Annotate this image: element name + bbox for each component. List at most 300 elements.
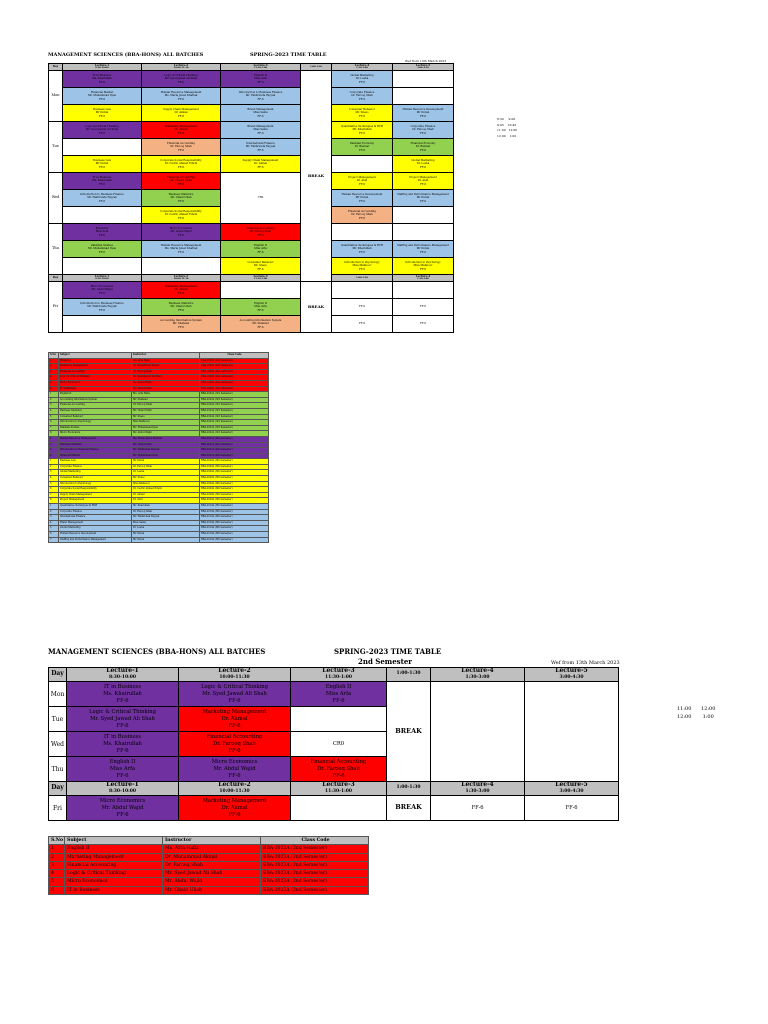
cell-line: FF-6 [116, 697, 129, 704]
cell-line: Business Law [93, 159, 111, 163]
legend-cell: Mr. Abdul Wajid [163, 878, 261, 886]
day-label: Fri [49, 796, 67, 821]
legend-cell: BBA-2023A (2nd Semester) [200, 375, 269, 381]
break-column: BREAK [387, 796, 431, 821]
day-label: Tue [49, 122, 63, 173]
legend-row [49, 853, 369, 861]
class-slot [67, 707, 179, 732]
cell-line: Business Statistics [168, 302, 194, 306]
cell-line: FF-6 [257, 131, 264, 135]
legend-row [49, 886, 369, 894]
class-slot [63, 105, 142, 122]
cell-line: FF-6 [177, 291, 184, 295]
legend-cell: BBA-2020A (6th Semester) [200, 470, 269, 476]
cell-line: FF-6 [177, 250, 184, 254]
legend-cell: 1 [49, 392, 59, 398]
cell-line: FF-6 [419, 114, 426, 118]
cell-line: FF-6 [358, 148, 365, 152]
cell-line: FF-6 [358, 305, 365, 309]
cell-line: Dr. Farooq Shah [170, 145, 192, 149]
legend-cell: Mr. Syed Jawad Ali Shah [132, 375, 200, 381]
cell-line: Micro Economics [90, 285, 114, 289]
cell-line: Mr. Shezo [253, 264, 268, 268]
legend-cell: International Finance [59, 515, 132, 521]
legend-cell: Mr. Abdul Wajid [132, 431, 200, 437]
legend-cell: 6 [49, 420, 59, 426]
legend-cell: Dr. Akmal [132, 492, 200, 498]
cell-line: Accounting Information System [239, 319, 282, 323]
legend-cell: Global Marketing [59, 526, 132, 532]
break-column: BREAK [301, 71, 332, 282]
cell-line: FF-6 [358, 267, 365, 271]
legend-cell: BBA-2021A (4th Semester) [200, 453, 269, 459]
cell-line: Mr Imran [355, 196, 369, 200]
class-slot [332, 241, 393, 258]
legend-cell: BBA-2020A (6th Semester) [200, 481, 269, 487]
cell-line: English II [254, 74, 267, 78]
lecture-header: 1:00-1:30 [301, 64, 332, 71]
cell-line: FF-6 [98, 114, 105, 118]
cell-line: Mr. Shezo [355, 111, 369, 115]
legend-row [49, 537, 269, 543]
cell-line: Logic & Critical Thinking [201, 683, 268, 690]
legend-cell: Mr. Shahzad [132, 397, 200, 403]
bottom-side-times: 11:00 12:00 12:00 1:00 [677, 706, 716, 720]
legend-cell: BBA-2022A (3rd Semester) [200, 420, 269, 426]
cell-line: FF-6 [98, 199, 105, 203]
legend-cell: Mr Imran [132, 537, 200, 543]
class-slot [142, 190, 221, 207]
class-slot [332, 190, 393, 207]
legend-cell: 7 [49, 492, 59, 498]
legend-cell: Ms. Maria Javed Khattak [132, 436, 200, 442]
class-slot [179, 796, 291, 821]
cell-line: Dr. Akmal [174, 111, 188, 115]
cell-line: FF-6 [419, 165, 426, 169]
legend-cell: BBA-2023A (2nd Semester) [200, 380, 269, 386]
top-timetable [48, 63, 454, 333]
legend-cell: BBA-2019A (8th Semester) [200, 504, 269, 510]
legend-cell: 2 [49, 853, 65, 861]
cell-line: FF-6 [257, 267, 264, 271]
legend-cell: 3 [49, 861, 65, 869]
cell-line: Miss Arfa [254, 77, 267, 81]
cell-line: Global Marketing [350, 74, 374, 78]
legend-cell: BBA-2023A (2nd Semester) [261, 886, 369, 894]
cell-line: FF-6 [177, 308, 184, 312]
cell-line: Mr. Shahzad [252, 322, 269, 326]
empty-slot [393, 207, 454, 224]
cell-line: FF-6 [228, 811, 241, 818]
legend-cell: Miss Sania [132, 520, 200, 526]
legend-cell: Financial Accounting [65, 861, 163, 869]
cell-line: Miss Mahnoor [413, 264, 433, 268]
legend-cell: BBA-2023A (2nd Semester) [261, 878, 369, 886]
cell-line: FF-6 [177, 199, 184, 203]
cell-line: Mr. Muhammad Ilyas [88, 247, 116, 251]
legend-cell: 7 [49, 537, 59, 543]
legend-cell: BBA-2021A (4th Semester) [200, 448, 269, 454]
cell-line: Business Law [93, 108, 111, 112]
cell-line: CR0 [332, 740, 345, 747]
cell-line: FF-6 [358, 114, 365, 118]
legend-cell: Mr Imran [132, 532, 200, 538]
cell-line: Dr. Cedric Ahmed Edwin [164, 213, 198, 217]
cell-line: Quantitative Techniques & RVH [340, 244, 383, 248]
legend-cell: Corporate Finance [59, 464, 132, 470]
lecture-header: Lecture-2 10:00-11:30 [142, 275, 221, 282]
legend-cell: BBA-2023A (2nd Semester) [200, 386, 269, 392]
cell-line: Miss Sania [253, 128, 268, 132]
cell-line: FF-6 [228, 772, 241, 779]
cell-line: FF-6 [177, 114, 184, 118]
cell-line: Micro Economics [211, 758, 258, 765]
cell-line: Introduction to Business Finance [238, 91, 283, 95]
legend-cell: Dr. Farooq Shah [132, 509, 200, 515]
legend-cell: Marketing Management [59, 364, 132, 370]
legend-cell: BBA-2022A (3rd Semester) [200, 403, 269, 409]
cell-line: FF-6 [257, 250, 264, 254]
empty-slot [525, 682, 619, 782]
legend-cell: BBA-2023A (2nd Semester) [261, 861, 369, 869]
cell-line: English II [109, 758, 136, 765]
cell-line: Financial Accounting [348, 210, 376, 214]
legend-cell: 4 [49, 453, 59, 459]
class-slot [63, 224, 142, 241]
cell-line: Dr. Basmar [415, 145, 431, 149]
class-slot [332, 88, 393, 105]
legend-cell: 2 [49, 442, 59, 448]
class-slot [221, 241, 301, 258]
legend-cell: Logic & Critical Thinking [65, 870, 163, 878]
empty-slot [63, 207, 142, 224]
class-slot [63, 282, 142, 299]
legend-cell: Financial Accounting [59, 403, 132, 409]
cell-line: FF-6 [358, 131, 365, 135]
legend-cell: Mr. Obaid Ullah [163, 886, 261, 894]
cell-line: Mr. Obaid Ullah [170, 305, 192, 309]
legend-cell: Pakistan Studies [59, 425, 132, 431]
class-slot [179, 732, 291, 757]
class-slot [332, 105, 393, 122]
break-column: BREAK [301, 282, 332, 333]
bottom-semester: 2nd Semester [358, 657, 412, 666]
class-slot [221, 122, 301, 139]
empty-slot [63, 139, 142, 156]
cell-line: Dr. Abid [356, 179, 368, 183]
legend-cell: Introduction to Psychology [59, 481, 132, 487]
cell-line: Mr Imran [95, 162, 109, 166]
legend-cell: Ms. Arfa Hafiz [163, 845, 261, 853]
bottom-timetable [48, 667, 619, 821]
legend-cell: Quantitative Techniques & RVH [59, 504, 132, 510]
empty-slot [291, 707, 387, 732]
day-header: Day [49, 782, 67, 796]
cell-line: FF-6 [332, 772, 345, 779]
class-slot [332, 207, 393, 224]
cell-line: Human Resource Development [402, 108, 444, 112]
legend-cell: BBA-2020A (6th Semester) [200, 464, 269, 470]
cell-line: Marketing Management [165, 125, 197, 129]
legend-cell: 5 [49, 526, 59, 532]
cell-line: FF-6 [358, 80, 365, 84]
lecture-header: Lecture-5 3:00-4:30 [525, 782, 619, 796]
cell-line: FF-6 [177, 131, 184, 135]
day-header: Day [49, 668, 67, 682]
cell-line: FF-6 [98, 80, 105, 84]
cell-line: Financial Accounting [310, 758, 367, 765]
cell-line: FF-6 [116, 722, 129, 729]
lecture-header: Lecture-1 8:30-10:00 [67, 782, 179, 796]
cell-line: Dr. Farooq Shah [170, 179, 192, 183]
cell-line: Miss Arfa [109, 765, 136, 772]
cell-line: Brand Management [247, 125, 274, 129]
legend-cell: Project Management [59, 498, 132, 504]
cell-line: Corporate Finance [349, 91, 375, 95]
legend-header-cell: Class Code [261, 837, 369, 845]
legend-cell: 1 [49, 459, 59, 465]
class-slot [393, 241, 454, 258]
legend-cell: Human Resource Development [59, 532, 132, 538]
legend-cell: 2 [49, 397, 59, 403]
cell-line: Mr. Shahzad [172, 322, 190, 326]
cell-line: Corporate Social Responsibility [160, 210, 202, 214]
class-slot [63, 241, 142, 258]
cell-line: Ms. Khairullah [103, 690, 142, 697]
legend-cell: Logic & Critical Thinking [59, 375, 132, 381]
legend-cell: BBA-2023A (2nd Semester) [200, 364, 269, 370]
class-slot [142, 241, 221, 258]
legend-cell: Staffing and Performance Management [59, 537, 132, 543]
top-title: MANAGEMENT SCIENCES (BBA-HONS) ALL BATCHES [48, 52, 204, 58]
lecture-header: Lecture-5 3:00-4:30 [525, 668, 619, 682]
legend-cell: 3 [49, 515, 59, 521]
empty-slot [63, 258, 142, 275]
legend-cell: English II [59, 358, 132, 364]
legend-cell: 5 [49, 481, 59, 487]
cell-line: Staffing and Performance Management [397, 244, 449, 248]
cell-line: FF-6 [419, 267, 426, 271]
cell-line: FF-6 [419, 322, 426, 326]
cell-line: Mr Imran [416, 111, 430, 115]
cell-line: Corporate Social Responsibility [160, 159, 202, 163]
cell-line: Mr. Khairullah [352, 128, 372, 132]
legend-cell: Mr. Syed Jawad Ali Shah [163, 870, 261, 878]
empty-slot [332, 156, 393, 173]
class-slot [63, 122, 142, 139]
legend-cell: 4 [49, 520, 59, 526]
cell-line: Project Management [348, 176, 376, 180]
lecture-header: Lecture-4 1:30-3:00 [332, 64, 393, 71]
lecture-header: Lecture-2 10:00-11:30 [179, 782, 291, 796]
legend-cell: BBA-2020A (6th Semester) [200, 498, 269, 504]
class-slot [221, 224, 301, 241]
lecture-header: Lecture-4 1:30-3:00 [393, 275, 454, 282]
legend-cell: Accounting Information System [59, 397, 132, 403]
class-slot [393, 139, 454, 156]
class-slot [291, 757, 387, 782]
cell-line: Dr. Basmar [354, 145, 370, 149]
legend-cell: Dr. Abid [132, 498, 200, 504]
class-slot [179, 757, 291, 782]
legend-cell: Introduction to Business Finance [59, 448, 132, 454]
legend-cell: Mr. Shezo [132, 414, 200, 420]
class-slot [393, 173, 454, 190]
cell-line: IT in Business [92, 176, 112, 180]
day-header: Day [49, 275, 63, 282]
legend-cell: BBA-2019A (8th Semester) [200, 520, 269, 526]
cell-line: Dr. Farooq Shah [213, 740, 256, 747]
class-slot [332, 258, 393, 275]
legend-cell: Financial Accounting [59, 369, 132, 375]
empty-slot [332, 282, 393, 299]
empty-slot [393, 224, 454, 241]
class-slot [179, 682, 291, 707]
legend-cell: Dr. Lesha [132, 526, 200, 532]
cell-line: FF-6 [419, 148, 426, 152]
cell-line: Miss Sania [253, 111, 268, 115]
cell-line: Project Management [409, 176, 437, 180]
cell-line: FF-6 [116, 811, 129, 818]
cell-line: FF-6 [98, 233, 105, 237]
class-slot [221, 316, 301, 333]
legend-cell: 3 [49, 448, 59, 454]
cell-line: Introduction to Psychology [344, 261, 380, 265]
class-slot [142, 299, 221, 316]
cell-line: Dr. Farooq Shah [317, 765, 360, 772]
empty-slot [332, 224, 393, 241]
legend-cell: 1 [49, 436, 59, 442]
legend-cell: 6 [49, 886, 65, 894]
lecture-header: Lecture-1 8:30-10:00 [67, 668, 179, 682]
cell-line: FF-6 [358, 182, 365, 186]
cell-line: FF-6 [177, 325, 184, 329]
class-slot [142, 207, 221, 224]
cell-line: Dr. Lesha [416, 162, 430, 166]
cell-line: Mr. Muhammad Ilyas [88, 94, 116, 98]
legend-header-row [49, 837, 369, 845]
cell-line: FF-6 [419, 182, 426, 186]
day-label: Wed [49, 173, 63, 224]
day-label: Mon [49, 71, 63, 122]
cell-line: Business Statistics [168, 193, 194, 197]
cell-line: Mr. Abdul Wajid [91, 288, 113, 292]
cell-line: FF-6 [98, 291, 105, 295]
legend-cell: BBA-2019A (8th Semester) [200, 509, 269, 515]
empty-slot [221, 282, 301, 299]
cell-line: FF-6 [98, 250, 105, 254]
cell-line: FF-6 [228, 747, 241, 754]
cell-line: FF-6 [257, 165, 264, 169]
cell-line: Miss Mahnoor [352, 264, 372, 268]
cell-line: Miss Arfa [95, 230, 109, 234]
class-slot [142, 139, 221, 156]
cell-line: FF-6 [98, 165, 105, 169]
cell-line: Mr Imran [416, 196, 430, 200]
lecture-header: Lecture-5 3:00-4:30 [393, 64, 454, 71]
class-slot [221, 156, 301, 173]
legend-cell: Business Law [59, 459, 132, 465]
class-slot [67, 757, 179, 782]
class-slot [179, 707, 291, 732]
legend-cell: Mr. Fakhrunda Fayyak [132, 448, 200, 454]
cell-line: Consumer Behavior [247, 261, 274, 265]
cell-line: English II [325, 683, 352, 690]
class-slot [142, 122, 221, 139]
legend-cell: Supply Chain Management [59, 492, 132, 498]
cell-line: FF-6 [358, 97, 365, 101]
class-slot [221, 71, 301, 88]
legend-cell: Dr. Lesha [132, 470, 200, 476]
top-wef: Wef from 13th March 2023 [405, 59, 447, 63]
cell-line: Dr. Akmal [174, 288, 188, 292]
cell-line: FF-6 [98, 308, 105, 312]
class-slot [291, 682, 387, 707]
legend-cell: BBA-2023A (2nd Semester) [200, 358, 269, 364]
top-side-times: 8:30 9:00 9:45 10:45 11:00 12:00 12:00 1:00 [497, 117, 518, 138]
cell-line: FF-6 [116, 772, 129, 779]
class-slot [393, 122, 454, 139]
cell-line: Corporate Finance [410, 125, 436, 129]
legend-row [49, 845, 369, 853]
cell-line: Mr. Fakhrunda Fayyak [87, 196, 117, 200]
cell-line: FF-6 [98, 182, 105, 186]
class-slot [332, 299, 393, 316]
cell-line: Financial Accounting [167, 176, 195, 180]
cell-line: FF-6 [257, 233, 264, 237]
class-slot [332, 173, 393, 190]
legend-cell: 8 [49, 498, 59, 504]
legend-cell: BBA-2019A (8th Semester) [200, 537, 269, 543]
cell-line: IT in Business [103, 683, 142, 690]
class-slot [525, 796, 619, 821]
cell-line: Mr. Syed Jawad Ali Shah [202, 690, 267, 697]
legend-cell: Micro Economics [59, 380, 132, 386]
legend-cell: Mr. Obaid Ullah [132, 386, 200, 392]
cell-line: English II [254, 244, 267, 248]
cell-line: FF-6 [358, 250, 365, 254]
day-label: Wed [49, 732, 67, 757]
legend-cell: Mr. Obaid Ullah [132, 408, 200, 414]
legend-cell: Mr. Muhammad Ilyas [132, 453, 200, 459]
cell-line: FF-6 [419, 250, 426, 254]
class-slot [63, 190, 142, 207]
legend-cell: Miss Mahnoor [132, 420, 200, 426]
bottom-title: MANAGEMENT SCIENCES (BBA-HONS) ALL BATCHES [48, 647, 266, 656]
legend-cell: BBA-2022A (3rd Semester) [200, 431, 269, 437]
legend-header-cell: Instructor [163, 837, 261, 845]
cell-line: FF-6 [257, 97, 264, 101]
legend-cell: 5 [49, 380, 59, 386]
legend-cell: 3 [49, 403, 59, 409]
cell-line: FF-6 [228, 722, 241, 729]
legend-cell: Ms. Arfa Hafiz [132, 392, 200, 398]
cell-line: Mr Imran [416, 247, 430, 251]
cell-line: Global Marketing [411, 159, 435, 163]
cell-line: CR0 [257, 196, 264, 200]
class-slot [63, 173, 142, 190]
class-slot [63, 299, 142, 316]
legend-cell: 3 [49, 470, 59, 476]
lecture-header: Lecture-1 8:30-10:00 [63, 64, 142, 71]
class-slot [67, 732, 179, 757]
class-slot [393, 190, 454, 207]
legend-cell: BBA-2020A (6th Semester) [200, 476, 269, 482]
empty-slot [291, 796, 387, 821]
legend-cell: 4 [49, 375, 59, 381]
legend-cell: Mr. Abdul Wajid [132, 380, 200, 386]
cell-line: FF-6 [177, 148, 184, 152]
